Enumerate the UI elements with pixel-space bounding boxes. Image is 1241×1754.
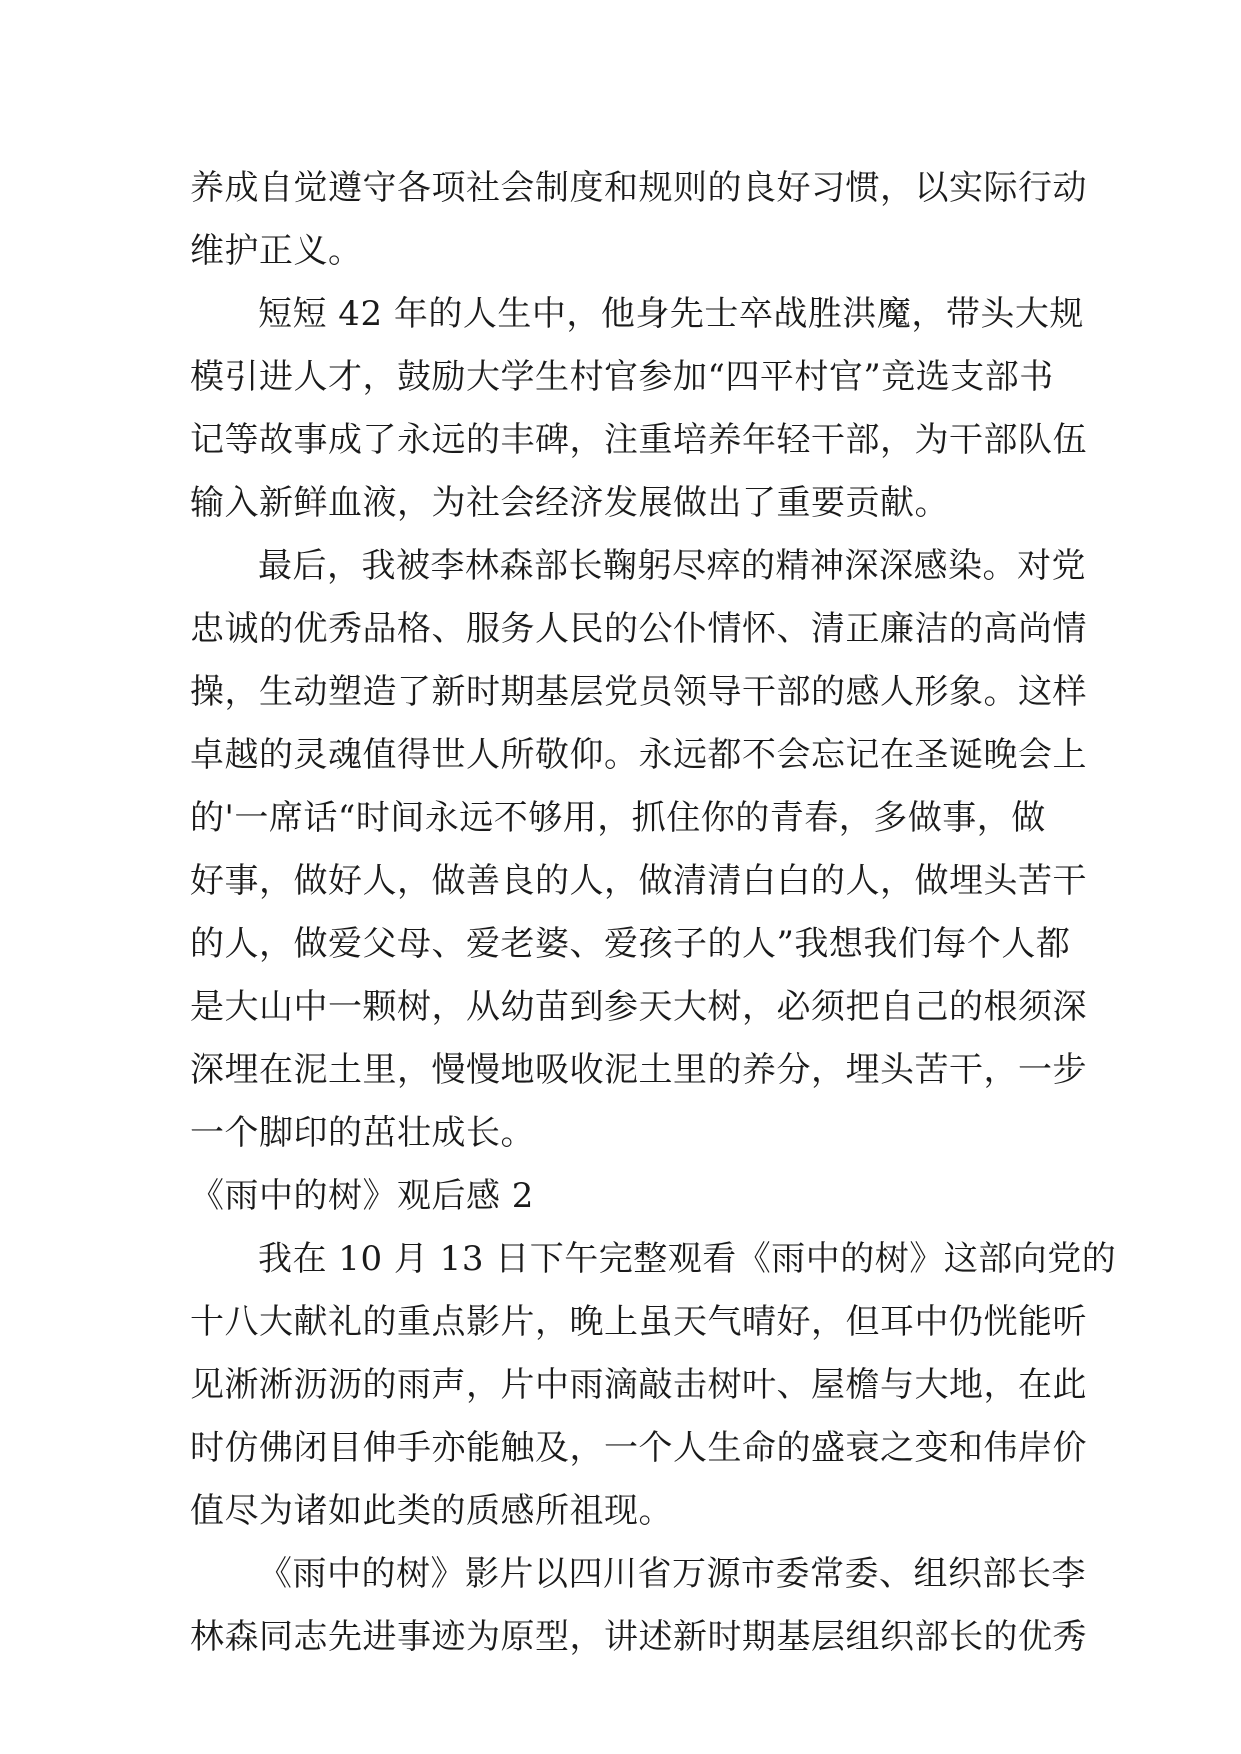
text-line: 好事，做好人，做善良的人，做清清白白的人，做埋头苦干 <box>190 861 1087 901</box>
text-line: 输入新鲜血液，为社会经济发展做出了重要贡献。 <box>190 483 949 523</box>
text-line: 林森同志先进事迹为原型，讲述新时期基层组织部长的优秀 <box>190 1617 1087 1657</box>
document-page <box>190 157 1117 1669</box>
section-heading: 《雨中的树》观后感 2 <box>190 1176 534 1216</box>
text-line: 忠诚的优秀品格、服务人民的公仆情怀、清正廉洁的高尚情 <box>190 609 1087 649</box>
text-line: 十八大献礼的重点影片，晚上虽天气晴好，但耳中仍恍能听 <box>190 1302 1087 1342</box>
text-line: 维护正义。 <box>190 231 363 271</box>
text-line: 操，生动塑造了新时期基层党员领导干部的感人形象。这样 <box>190 672 1087 712</box>
text-line: 养成自觉遵守各项社会制度和规则的良好习惯，以实际行动 <box>190 168 1087 208</box>
paragraph-start-line: 最后，我被李林森部长鞠躬尽瘁的精神深深感染。对党 <box>258 546 1086 586</box>
text-line: 见淅淅沥沥的雨声，片中雨滴敲击树叶、屋檐与大地，在此 <box>190 1365 1087 1405</box>
text-line: 的'一席话“时间永远不够用，抓住你的青春，多做事，做 <box>190 798 1046 838</box>
text-line: 时仿佛闭目伸手亦能触及，一个人生命的盛衰之变和伟岸价 <box>190 1428 1087 1468</box>
text-line: 值尽为诸如此类的质感所祖现。 <box>190 1491 673 1531</box>
paragraph-start-line: 我在 10 月 13 日下午完整观看《雨中的树》这部向党的 <box>258 1239 1117 1279</box>
text-line: 记等故事成了永远的丰碑，注重培养年轻干部，为干部队伍 <box>190 420 1087 460</box>
paragraph-start-line: 《雨中的树》影片以四川省万源市委常委、组织部长李 <box>258 1554 1086 1594</box>
text-line: 卓越的灵魂值得世人所敬仰。永远都不会忘记在圣诞晚会上 <box>190 735 1087 775</box>
text-line: 深埋在泥土里，慢慢地吸收泥土里的养分，埋头苦干，一步 <box>190 1050 1087 1090</box>
text-line: 的人，做爱父母、爱老婆、爱孩子的人”我想我们每个人都 <box>190 924 1071 964</box>
text-line: 模引进人才，鼓励大学生村官参加“四平村官”竞选支部书 <box>190 357 1054 397</box>
paragraph-start-line: 短短 42 年的人生中，他身先士卒战胜洪魔，带头大规 <box>258 294 1084 334</box>
text-line: 是大山中一颗树，从幼苗到参天大树，必须把自己的根须深 <box>190 987 1087 1027</box>
text-line: 一个脚印的茁壮成长。 <box>190 1113 535 1153</box>
